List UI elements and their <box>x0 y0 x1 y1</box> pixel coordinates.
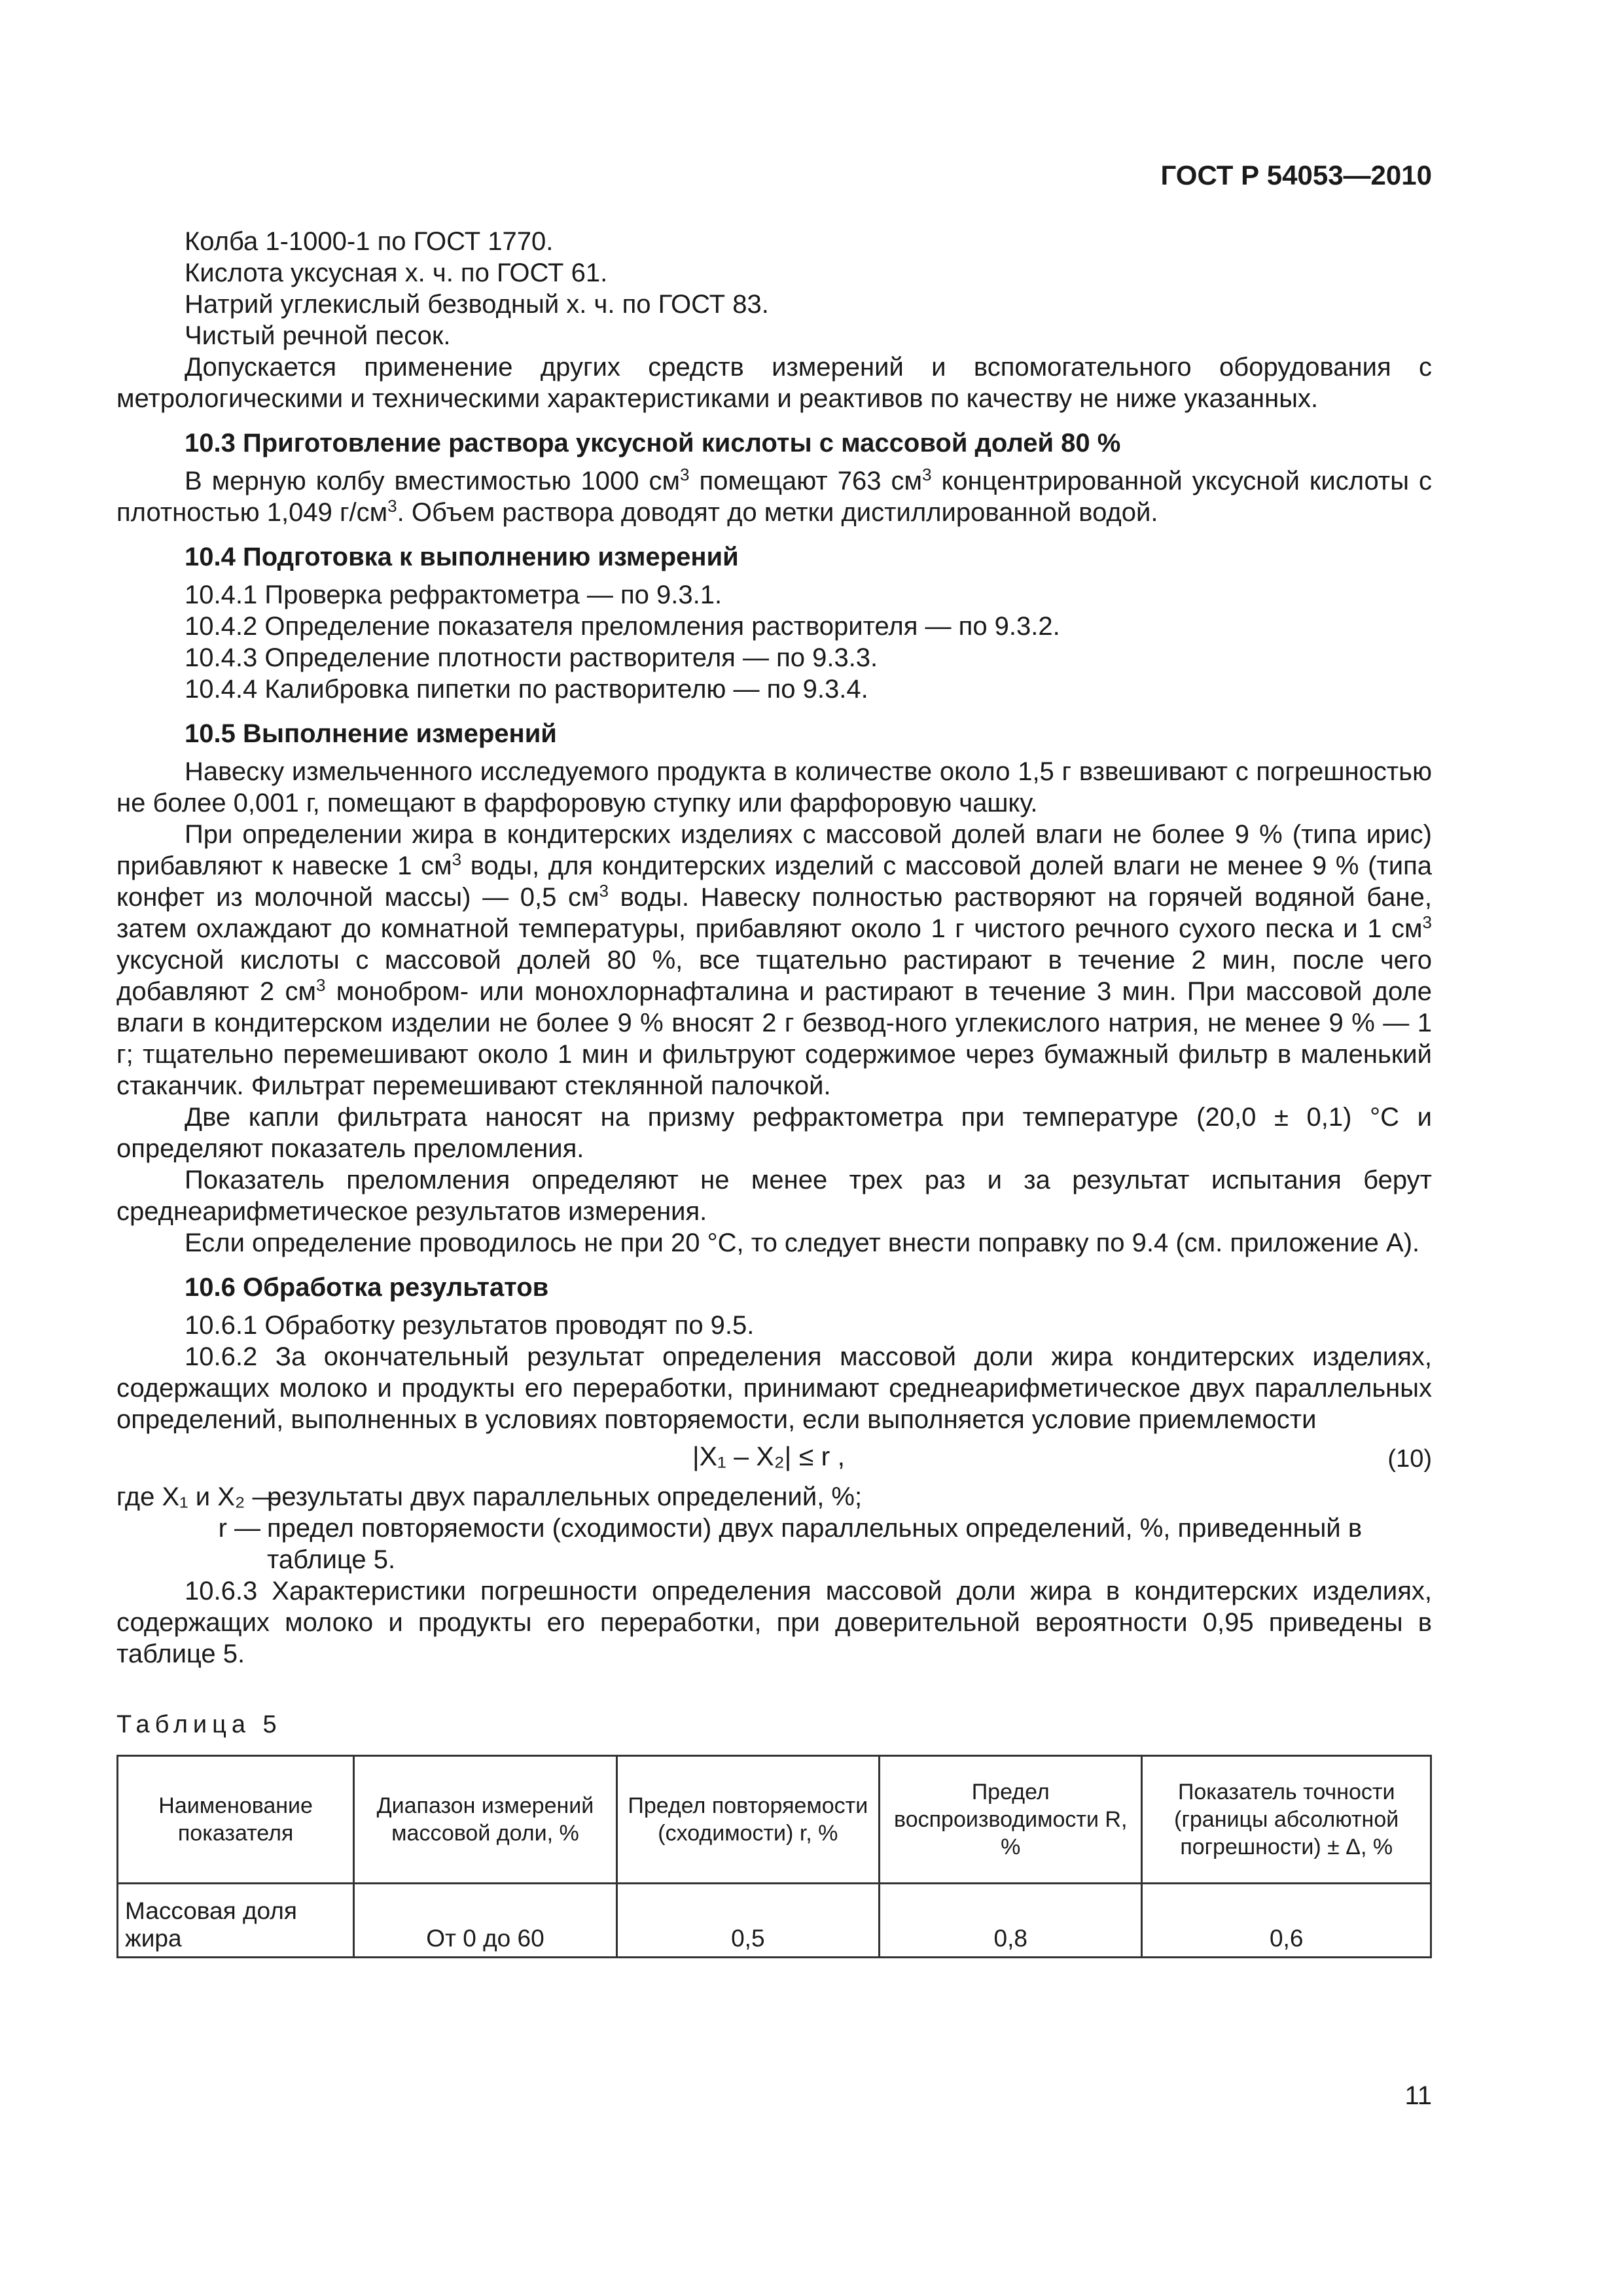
table-header-cell: Наименование показателя <box>118 1756 354 1884</box>
table-cell: Массовая доля жира <box>118 1884 354 1958</box>
formula-number: (10) <box>1387 1445 1432 1473</box>
table-caption: Таблица 5 <box>116 1711 282 1738</box>
where-key: r — <box>218 1514 260 1543</box>
paragraph: 10.6.3 Характеристики погрешности определения массовой доли жира в кондитерских изделиях, содержащих молоко и продукты его переработки, при доверительной вероятности 0,95 приведены в таблице 5. <box>116 1577 1432 1668</box>
table-header-cell: Диапазон измерений массовой доли, % <box>354 1756 616 1884</box>
list-item: Чистый речной песок. <box>185 321 451 350</box>
table-cell: 0,6 <box>1142 1884 1431 1958</box>
list-item: 10.4.1 Проверка рефрактометра — по 9.3.1. <box>185 581 722 609</box>
table-row <box>118 1884 1431 1958</box>
table-header-row <box>118 1756 1431 1884</box>
page-number: 11 <box>1404 2081 1432 2110</box>
document-body <box>116 226 1432 1958</box>
where-clause <box>116 1481 1432 1513</box>
document-header: ГОСТ Р 54053—2010 <box>1160 160 1432 190</box>
paragraph: 10.6.1 Обработку результатов проводят по 9.5. <box>185 1311 755 1340</box>
list-item: 10.4.2 Определение показателя преломления растворителя — по 9.3.2. <box>185 612 1060 641</box>
formula-10 <box>116 1439 1432 1477</box>
paragraph: Две капли фильтрата наносят на призму рефрактометра при температуре (20,0 ± 0,1) °С и определяют показатель преломления. <box>116 1103 1432 1163</box>
section-heading-10-5: 10.5 Выполнение измерений <box>185 719 557 748</box>
table-cell: От 0 до 60 <box>354 1884 616 1958</box>
where-key: где X₁ и X₂ — <box>116 1482 279 1511</box>
paragraph: Навеску измельченного исследуемого продукта в количестве около 1,5 г взвешивают с погрешностью не более 0,001 г, помещают в фарфоровую ступку или фарфоровую чашку. <box>116 757 1432 817</box>
list-item: Кислота уксусная х. ч. по ГОСТ 61. <box>185 259 608 287</box>
paragraph: При определении жира в кондитерских изделиях с массовой долей влаги не более 9 % (типа ирис) прибавляют к навеске 1 $см^3$ воды, для кондитерских изделий с массовой долей влаги не менее 9 % (типа конфет из молочной массы) — 0,5 $см^3$ воды. Навеску полностью растворяют на горячей водяной бане, затем охлаждают до комнатной температуры, прибавляют около 1 г чистого речного сухого песка и 1 $см^3$ уксусной кислоты с массовой долей 80 %, все тщательно растирают в течение 2 мин, после чего добавляют 2 $см^3$ монобром- или монохлорнафталина и растирают в течение 3 мин. При массовой доле влаги в кондитерском изделии не более 9 % вносят 2 г безвод-ного углекислого натрия, не менее 9 % — 1 г; тщательно перемешивают около 1 мин и фильтруют содержимое через бумажный фильтр в маленький стаканчик. Фильтрат перемешивают стеклянной палочкой. <box>116 820 1432 1100</box>
paragraph: Показатель преломления определяют не менее трех раз и за результат испытания берут среднеарифметическое результатов измерения. <box>116 1166 1432 1226</box>
table-header-cell: Предел воспроизводимости R, % <box>880 1756 1142 1884</box>
formula-expression: |X₁ – X₂| ≤ r , <box>692 1441 846 1471</box>
list-item: 10.4.4 Калибровка пипетки по растворителю — по 9.3.4. <box>185 675 868 704</box>
section-heading-10-6: 10.6 Обработка результатов <box>185 1273 549 1302</box>
paragraph: 10.6.2 За окончательный результат определения массовой доли жира кондитерских изделиях, содержащих молоко и продукты его переработки, принимают среднеарифметическое двух параллельных определений, выполненных в условиях повторяемости, если выполняется условие приемлемости <box>116 1342 1432 1434</box>
list-item: Натрий углекислый безводный х. ч. по ГОСТ 83. <box>185 290 769 319</box>
table-cell: 0,5 <box>616 1884 879 1958</box>
intro-paragraph: Допускается применение других средств измерений и вспомогательного оборудования с метрологическими и техническими характеристиками и реактивов по качеству не ниже указанных. <box>116 353 1432 413</box>
table-cell: 0,8 <box>880 1884 1142 1958</box>
list-item: 10.4.3 Определение плотности растворителя — по 9.3.3. <box>185 643 878 672</box>
where-value: результаты двух параллельных определений, %; <box>267 1482 863 1511</box>
table-header-cell: Показатель точности (границы абсолютной погрешности) ± Δ, % <box>1142 1756 1431 1884</box>
section-heading-10-3: 10.3 Приготовление раствора уксусной кислоты с массовой долей 80 % <box>185 429 1121 457</box>
paragraph: Если определение проводилось не при 20 °С, то следует внести поправку по 9.4 (см. приложение А). <box>185 1229 1420 1257</box>
where-value: предел повторяемости (сходимости) двух параллельных определений, %, приведенный в таблице 5. <box>267 1514 1363 1574</box>
table-header-cell: Предел повторяемости (сходимости) r, % <box>616 1756 879 1884</box>
table-5 <box>116 1755 1432 1958</box>
paragraph-10-3: В мерную колбу вместимостью 1000 $см^3$ помещают 763 $см^3$ концентрированной уксусной кислоты с плотностью 1,049 $г/см^3$. Объем раствора доводят до метки дистиллированной водой. <box>116 465 1432 527</box>
list-item: Колба 1-1000-1 по ГОСТ 1770. <box>185 227 554 256</box>
where-clause <box>116 1513 1432 1575</box>
section-heading-10-4: 10.4 Подготовка к выполнению измерений <box>185 543 739 571</box>
